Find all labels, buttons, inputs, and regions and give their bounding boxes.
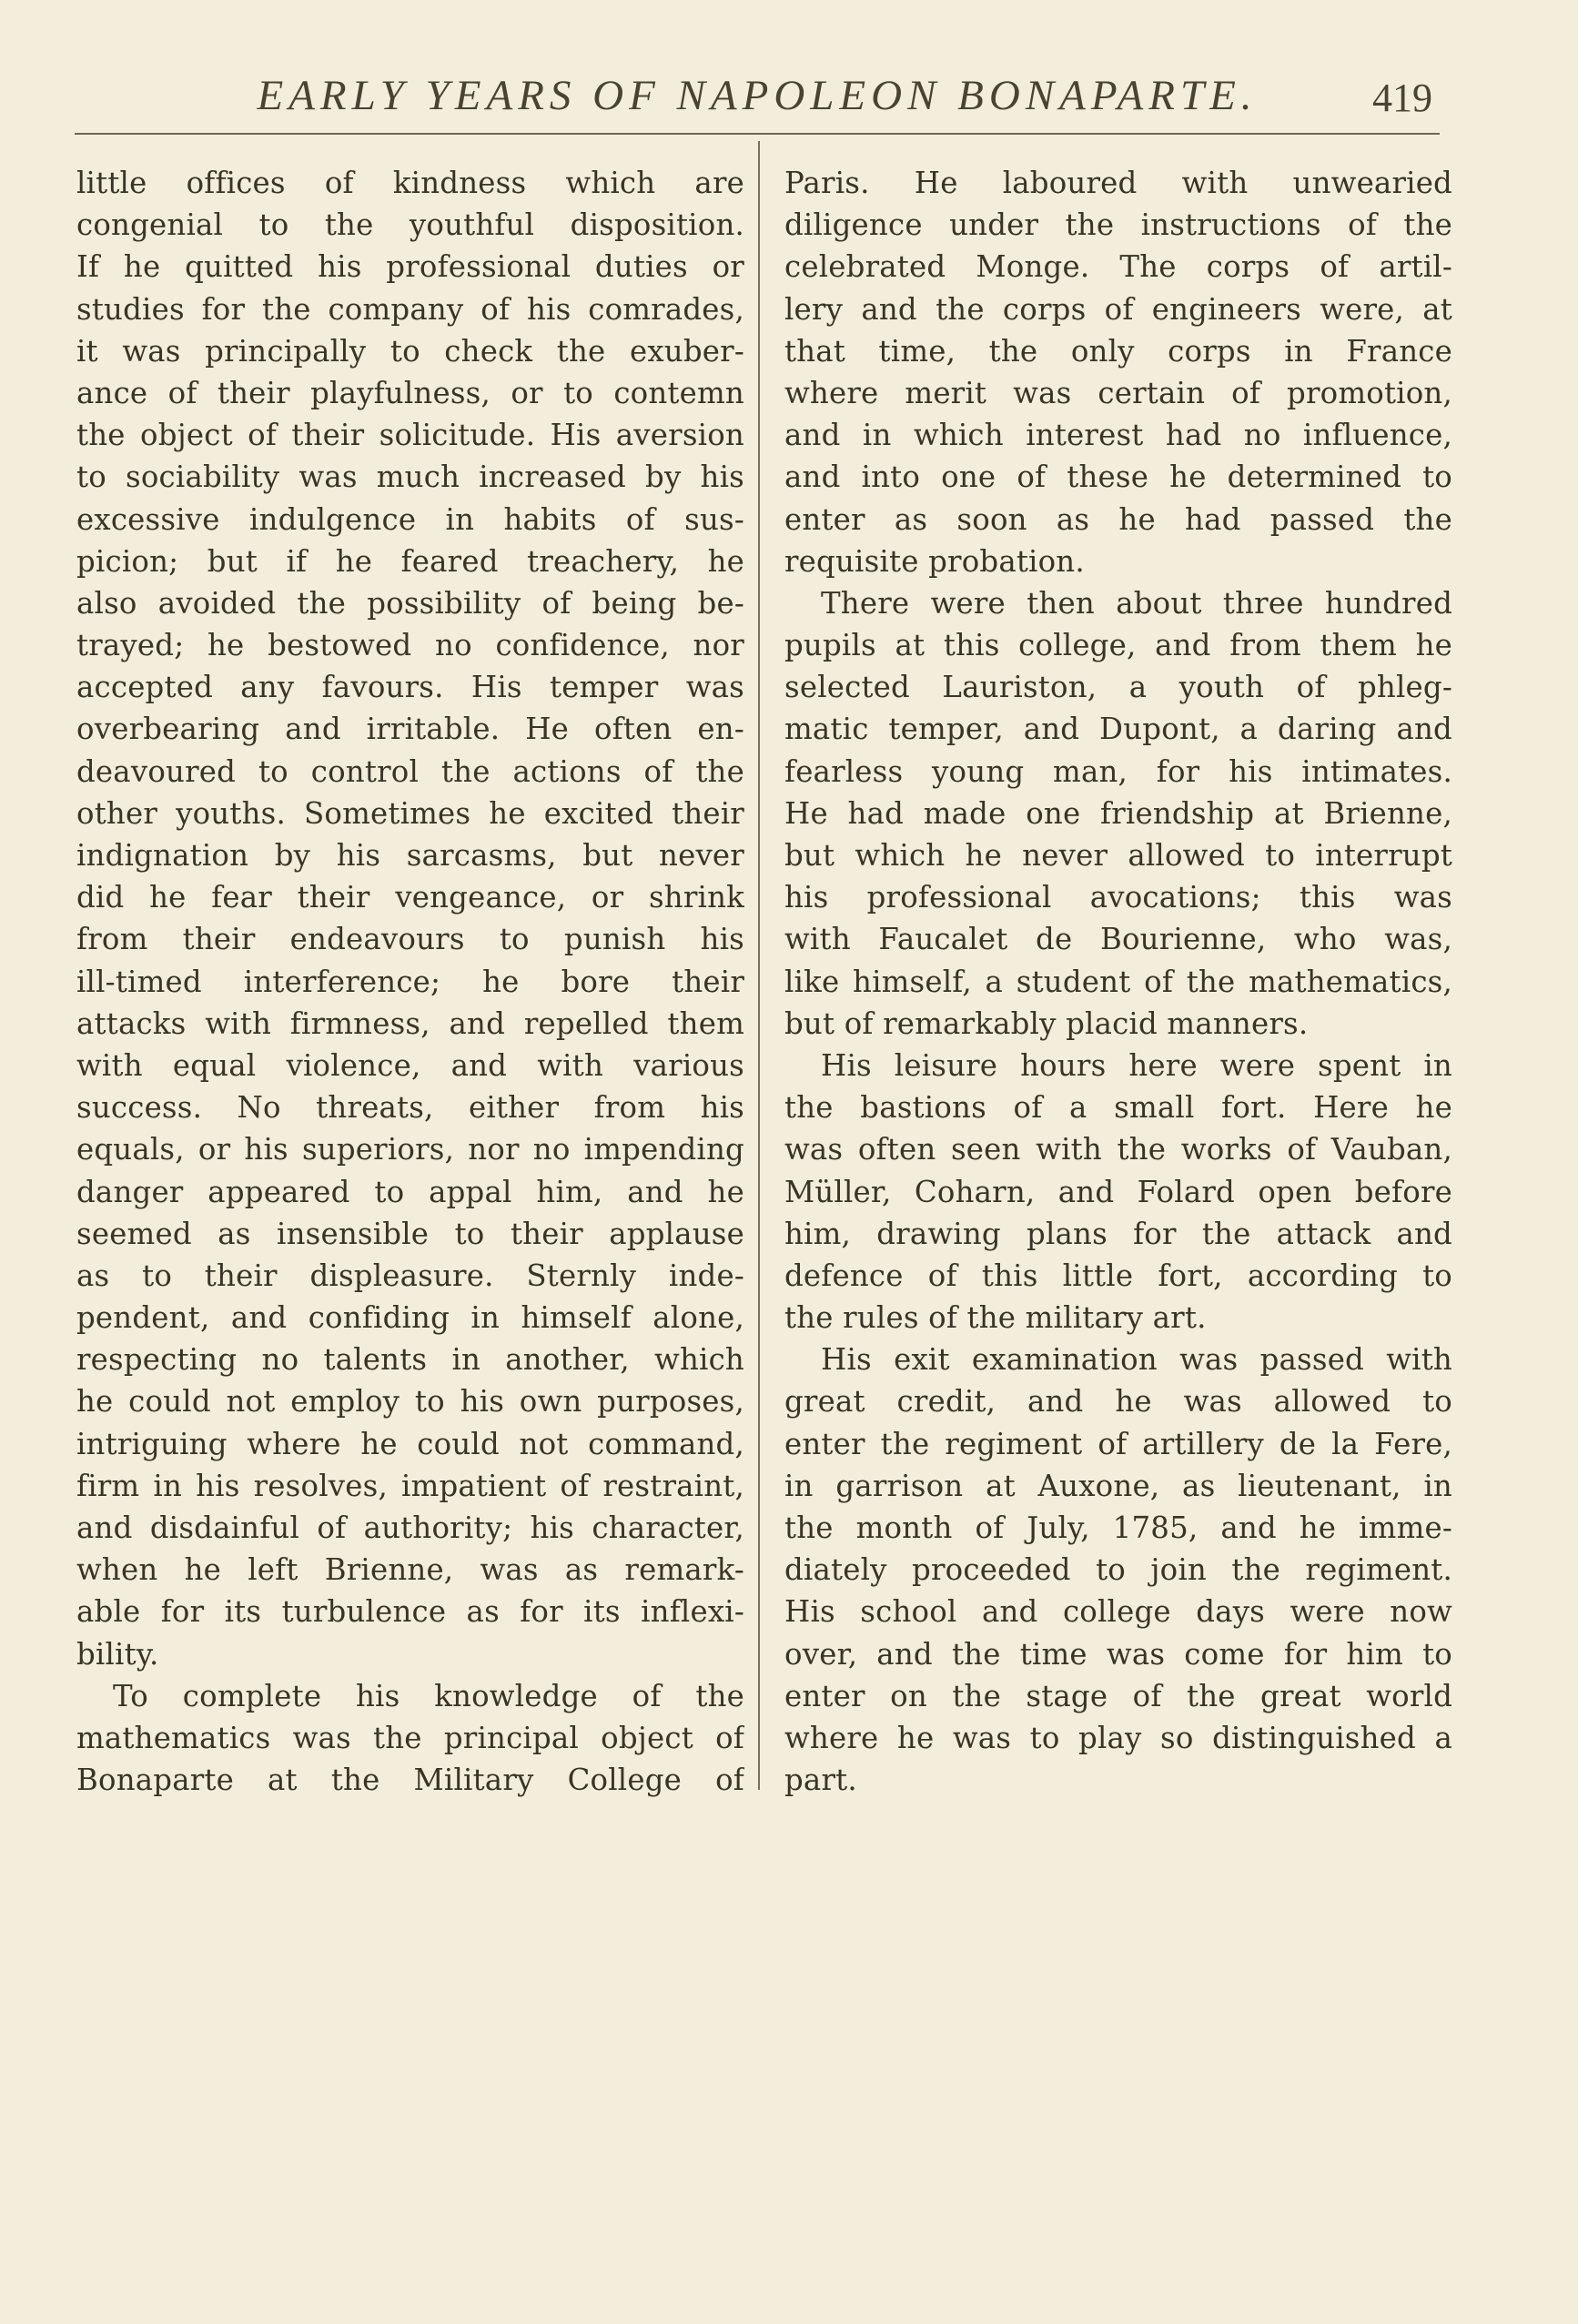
text-line: celebrated Monge. The corps of artil- — [784, 249, 1452, 285]
text-line: To complete his knowledge of the — [113, 1678, 744, 1713]
text-line: able for its turbulence as for its inflexi- — [76, 1594, 744, 1630]
text-line: as to their displeasure. Sternly inde- — [76, 1258, 744, 1293]
text-line: and in which interest had no influence, — [784, 418, 1452, 453]
text-line: with equal violence, and with various — [76, 1047, 744, 1083]
text-line: enter the regiment of artillery de la Fere, — [784, 1426, 1452, 1461]
text-line: enter as soon as he had passed the — [784, 501, 1452, 537]
text-line: congenial to the youthful disposition. — [76, 207, 744, 243]
text-line: matic temper, and Dupont, a daring and — [784, 712, 1452, 747]
text-line: picion; but if he feared treachery, he — [76, 543, 744, 579]
text-line: His school and college days were now — [784, 1594, 1452, 1630]
text-line: bility. — [76, 1636, 159, 1672]
page-number: 419 — [1372, 76, 1432, 120]
text-line: to sociability was much increased by his — [76, 460, 744, 495]
right-column — [784, 162, 1452, 1801]
text-line: lery and the corps of engineers were, at — [784, 291, 1452, 327]
text-line: ill-timed interference; he bore their — [76, 964, 744, 999]
text-line: where merit was certain of promotion, — [784, 375, 1452, 410]
text-line: Müller, Coharn, and Folard open before — [784, 1174, 1452, 1209]
text-line: the rules of the military art. — [784, 1300, 1207, 1336]
text-line: excessive indulgence in habits of sus- — [76, 501, 744, 537]
running-title: EARLY YEARS OF NAPOLEON BONAPARTE. — [257, 72, 1258, 119]
text-line: was often seen with the works of Vauban, — [784, 1132, 1452, 1167]
text-line: Paris. He laboured with unwearied — [784, 166, 1452, 200]
column-divider — [758, 141, 760, 1790]
text-line: requisite probation. — [784, 543, 1085, 579]
text-line: him, drawing plans for the attack and — [784, 1216, 1452, 1251]
text-line: seemed as insensible to their applause — [76, 1216, 744, 1251]
text-line: where he was to play so distinguished a — [784, 1720, 1452, 1755]
text-line: but which he never allowed to interrupt — [784, 838, 1452, 873]
text-line: the bastions of a small fort. Here he — [784, 1090, 1452, 1126]
text-line: other youths. Sometimes he excited their — [76, 795, 744, 831]
text-line: like himself, a student of the mathematics, — [784, 964, 1452, 999]
text-line: it was principally to check the exuber- — [76, 333, 744, 369]
text-line: and disdainful of authority; his character, — [76, 1511, 744, 1545]
text-line: part. — [784, 1763, 857, 1798]
text-line: If he quitted his professional duties or — [76, 249, 744, 285]
text-line: the month of July, 1785, and he imme- — [784, 1511, 1452, 1545]
left-column — [76, 162, 744, 1801]
text-line: accepted any favours. His temper was — [76, 670, 744, 705]
text-line: studies for the company of his comrades, — [76, 291, 744, 327]
text-line: ance of their playfulness, or to contemn — [76, 375, 744, 410]
text-line: diligence under the instructions of the — [784, 207, 1452, 243]
text-line: trayed; he bestowed no confidence, nor — [76, 628, 744, 663]
text-line: He had made one friendship at Brienne, — [784, 795, 1452, 831]
text-line: pupils at this college, and from them he — [784, 628, 1452, 663]
text-line: selected Lauriston, a youth of phleg- — [784, 670, 1452, 705]
text-line: when he left Brienne, was as remark- — [76, 1552, 744, 1588]
text-line: over, and the time was come for him to — [784, 1636, 1452, 1672]
text-line: great credit, and he was allowed to — [784, 1384, 1452, 1420]
text-line: his professional avocations; this was — [784, 880, 1452, 915]
text-line: from their endeavours to punish his — [76, 922, 744, 957]
text-line: defence of this little fort, according to — [784, 1258, 1452, 1293]
text-line: overbearing and irritable. He often en- — [76, 712, 744, 747]
text-line: but of remarkably placid manners. — [784, 1005, 1309, 1041]
running-head — [75, 64, 1440, 131]
text-line: danger appeared to appal him, and he — [76, 1174, 744, 1209]
text-line: respecting no talents in another, which — [76, 1342, 744, 1378]
text-line: equals, or his superiors, nor no impending — [76, 1132, 744, 1167]
text-line: mathematics was the principal object of — [76, 1720, 744, 1755]
text-line: with Faucalet de Bourienne, who was, — [784, 922, 1452, 957]
text-line: that time, the only corps in France — [784, 333, 1452, 369]
text-line: and into one of these he determined to — [784, 460, 1452, 495]
text-line: success. No threats, either from his — [76, 1090, 744, 1126]
text-line: the object of their solicitude. His aversion — [76, 418, 744, 453]
text-line: attacks with firmness, and repelled them — [76, 1005, 744, 1041]
header-rule — [75, 133, 1440, 135]
text-line: diately proceeded to join the regiment. — [784, 1552, 1452, 1588]
text-line: did he fear their vengeance, or shrink — [76, 880, 744, 915]
text-line: intriguing where he could not command, — [76, 1426, 744, 1461]
text-line: also avoided the possibility of being be- — [76, 585, 744, 621]
text-line: firm in his resolves, impatient of restraint, — [76, 1468, 744, 1503]
text-line: enter on the stage of the great world — [784, 1678, 1452, 1713]
text-line: Bonaparte at the Military College of — [76, 1763, 744, 1798]
text-line: His leisure hours here were spent in — [821, 1047, 1452, 1083]
text-line: he could not employ to his own purposes, — [76, 1384, 744, 1420]
text-line: deavoured to control the actions of the — [76, 753, 744, 789]
text-line: indignation by his sarcasms, but never — [76, 838, 744, 873]
text-line: His exit examination was passed with — [821, 1342, 1452, 1378]
text-line: fearless young man, for his intimates. — [784, 753, 1452, 789]
text-line: There were then about three hundred — [821, 585, 1452, 621]
text-line: pendent, and confiding in himself alone, — [76, 1300, 744, 1336]
text-line: little offices of kindness which are — [76, 166, 744, 200]
text-line: in garrison at Auxone, as lieutenant, in — [784, 1468, 1452, 1503]
